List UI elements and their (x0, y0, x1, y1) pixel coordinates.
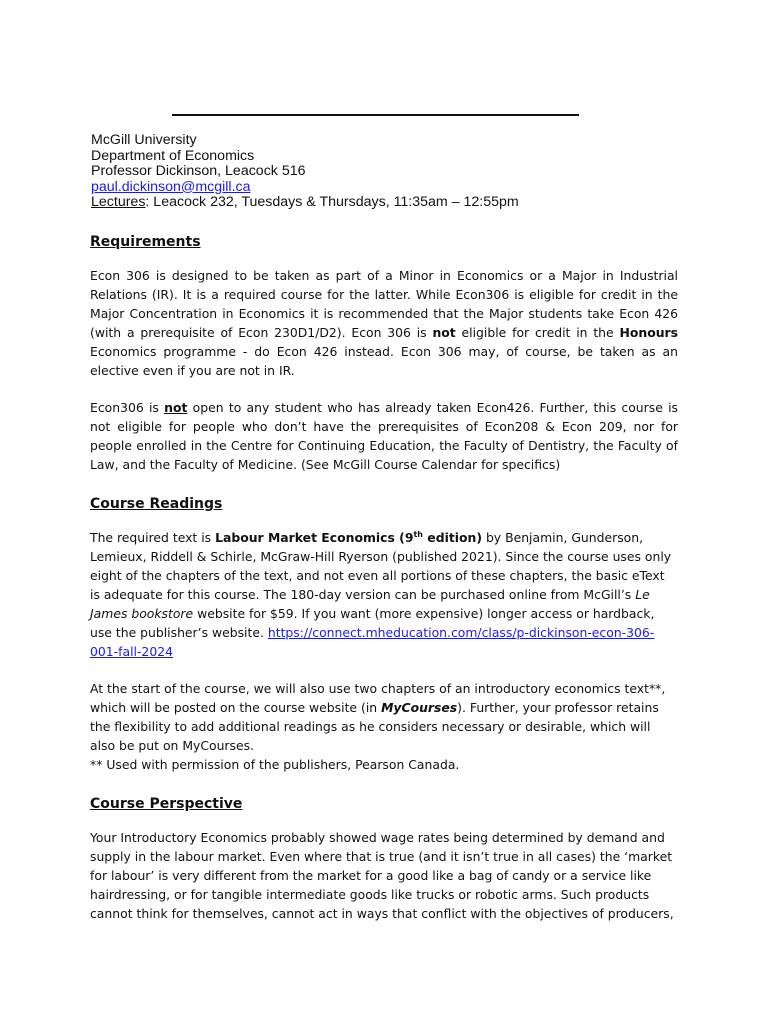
mycourses-label: MyCourses (381, 700, 458, 716)
department-name: Department of Economics (91, 147, 255, 164)
requirements-paragraph-1: Econ 306 is designed to be taken as part of a Minor in Economics or a Major in Industrial Relations (IR). It is a required course for the latter. While Econ306 is eligible for credit in the Major Concentration in Economics it is recommended that the Major students take Econ 426 (with a prerequisite of Econ 230D1/D2). Econ 306 is not eligible for credit in the Honours Economics programme - do Econ 426 instead. Econ 306 may, of course, be taken as an elective even if you are not in IR. (90, 268, 679, 378)
top-rule (172, 114, 579, 116)
requirements-paragraph-2: Econ306 is not open to any student who has already taken Econ426. Further, this course is not eligible for people who don’t have the prerequisites of Econ208 & Econ 209, nor for people enrolled in the Centre for Continuing Education, the Faculty of Dentistry, the Faculty of Law, and the Faculty of Medicine. (See McGill Course Calendar for specifics) (90, 400, 678, 473)
readings-paragraph-2: At the start of the course, we will also use two chapters of an introductory economics text**, which will be posted on the course website (in MyCourses). Further, your professor retains the flexibility to add additional readings as he considers necessary or desirable, which will also be put on MyCourses. (90, 681, 666, 754)
university-name: McGill University (91, 132, 197, 148)
lectures-value: : Leacock 232, Tuesdays & Thursdays, 11:35am – 12:55pm (145, 194, 519, 211)
requirements-heading: Requirements (90, 234, 201, 250)
readings-paragraph-1: The required text is Labour Market Economics (9th edition) by Benjamin, Gunderson, Lemieux, Riddell & Schirle, McGraw-Hill Ryerson (published 2021). Since the course uses only eight of the chapters of the text, and not even all portions of these chapters, the basic eText is adequate for this course. The 180-day version can be purchased online from McGill’s Le James bookstore website for $59. If you want (more expensive) longer access or hardback, use the publisher’s website. https://connect.mheducation.com/class/p-dickinson-econ-306-001-fall-2024 (90, 529, 672, 659)
textbook-title: Labour Market Economics (9 (215, 530, 414, 546)
bookstore-name: Le James bookstore (90, 586, 650, 621)
professor-office: Professor Dickinson, Leacock 516 (91, 163, 306, 180)
perspective-paragraph-1: Your Introductory Economics probably showed wage rates being determined by demand and supply in the labour market. Even where that is true (and it isn’t true in all cases) the ‘market for labour’ is very different from the market for a good like a bag of candy or a service like hairdressing, or for tangible intermediate goods like trucks or robotic arms. Such products cannot think for themselves, cannot act in ways that conflict with the objectives of producers, (90, 829, 674, 921)
document-body (90, 232, 678, 923)
lectures-label: Lectures (91, 194, 146, 211)
email-link[interactable]: paul.dickinson@mcgill.ca (91, 178, 251, 195)
readings-footnote: ** Used with permission of the publishers, Pearson Canada. (90, 757, 460, 773)
header-block (91, 133, 519, 211)
course-readings-heading: Course Readings (90, 496, 223, 513)
course-perspective-heading: Course Perspective (90, 795, 243, 812)
publisher-link[interactable]: https://connect.mheducation.com/class/p-dickinson-econ-306-001-fall-2024 (90, 624, 655, 659)
lectures-line (91, 195, 519, 211)
